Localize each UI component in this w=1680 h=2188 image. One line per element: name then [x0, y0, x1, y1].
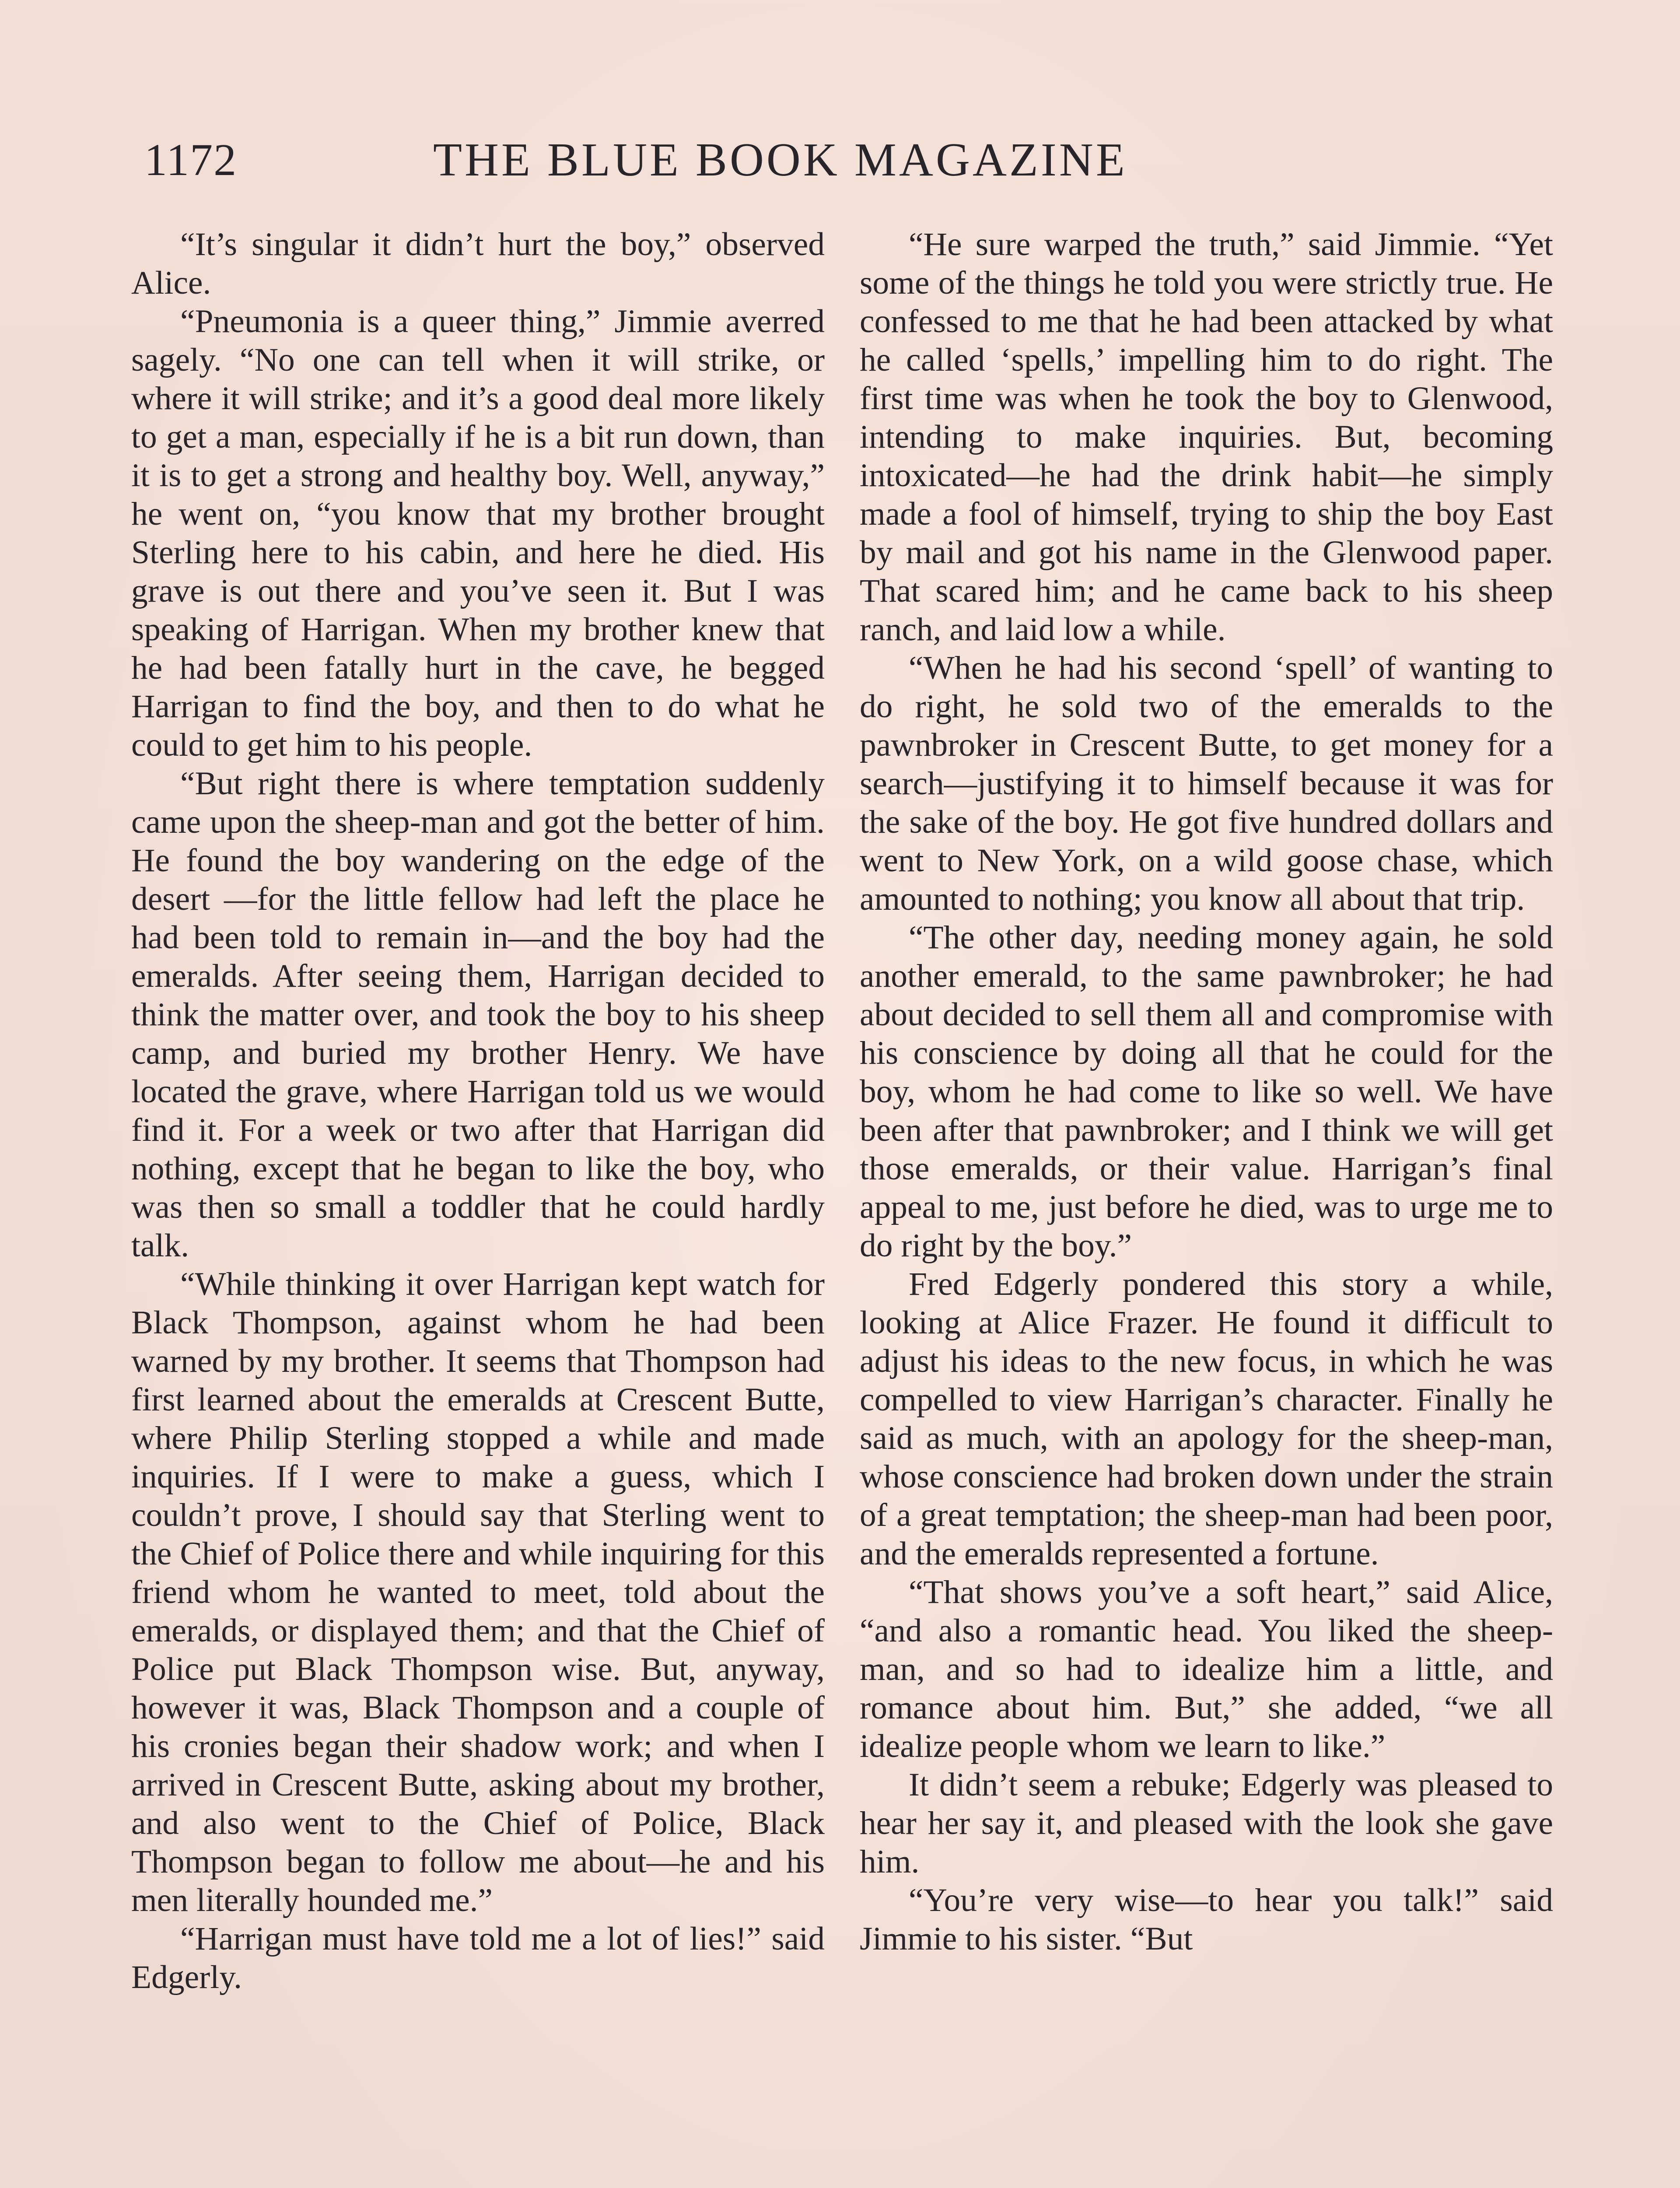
paragraph: “He sure warped the truth,” said Jimmie. “Yet some of the things he told you were strictly true. He confessed to me that he had been attacked by what he called ‘spells,’ impelling him to do right. The first time was when he took the boy to Glenwood, intending to make inquiries. But, becoming intoxicated—he had the drink habit—he simply made a fool of himself, trying to ship the boy East by mail and got his name in the Glenwood paper. That scared him; and he came back to his sheep ranch, and laid low a while. [860, 226, 1553, 648]
running-title: THE BLUE BOOK MAGAZINE [433, 134, 1127, 186]
right-column [860, 225, 1553, 1958]
page-number: 1172 [144, 135, 238, 185]
paragraph: Fred Edgerly pondered this story a while, looking at Alice Frazer. He found it difficult to adjust his ideas to the new focus, in which he was compelled to view Harrigan’s character. Finally he said as much, with an apology for the sheep-man, whose conscience had broken down under the strain of a great temptation; the sheep-man had been poor, and the emeralds represented a fortune. [860, 1266, 1553, 1572]
paragraph: “Pneumonia is a queer thing,” Jimmie averred sagely. “No one can tell when it will strike, or where it will strike; and it’s a good deal more likely to get a man, especially if he is a bit run down, than it is to get a strong and healthy boy. Well, anyway,” he went on, “you know that my brother brought Sterling here to his cabin, and here he died. His grave is out there and you’ve seen it. But I was speaking of Harrigan. When my brother knew that he had been fatally hurt in the cave, he begged Harrigan to find the boy, and then to do what he could to get him to his people. [131, 303, 825, 763]
left-column [131, 225, 825, 1997]
paragraph: “That shows you’ve a soft heart,” said Alice, “and also a romantic head. You liked the sheep-man, and so had to idealize him a little, and romance about him. But,” she added, “we all idealize people whom we learn to like.” [860, 1574, 1553, 1764]
paragraph: “Harrigan must have told me a lot of lies!” said Edgerly. [131, 1921, 825, 1995]
paragraph: “You’re very wise—to hear you talk!” said Jimmie to his sister. “But [860, 1882, 1553, 1957]
paragraph: “While thinking it over Harrigan kept watch for Black Thompson, against whom he had been warned by my brother. It seems that Thompson had first learned about the emeralds at Crescent Butte, where Philip Sterling stopped a while and made inquiries. If I were to make a guess, which I couldn’t prove, I should say that Sterling went to the Chief of Police there and while inquiring for this friend whom he wanted to meet, told about the emeralds, or displayed them; and that the Chief of Police put Black Thompson wise. But, anyway, however it was, Black Thompson and a couple of his cronies began their shadow work; and when I arrived in Crescent Butte, asking about my brother, and also went to the Chief of Police, Black Thompson began to follow me about—he and his men literally hounded me.” [131, 1266, 825, 1918]
paragraph: “The other day, needing money again, he sold another emerald, to the same pawnbroker; he had about decided to sell them all and compromise with his conscience by doing all that he could for the boy, whom he had come to like so well. We have been after that pawnbroker; and I think we will get those emeralds, or their value. Harrigan’s final appeal to me, just before he died, was to urge me to do right by the boy.” [860, 919, 1553, 1264]
page-header [144, 130, 1544, 191]
paragraph: “But right there is where temptation suddenly came upon the sheep-man and got the better of him. He found the boy wandering on the edge of the desert —for the little fellow had left the place he had been told to remain in—and the boy had the emeralds. After seeing them, Harrigan decided to think the matter over, and took the boy to his sheep camp, and buried my brother Henry. We have located the grave, where Harrigan told us we would find it. For a week or two after that Harrigan did nothing, except that he began to like the boy, who was then so small a toddler that he could hardly talk. [131, 765, 825, 1264]
paragraph: “It’s singular it didn’t hurt the boy,” observed Alice. [131, 226, 825, 301]
paragraph: It didn’t seem a rebuke; Edgerly was pleased to hear her say it, and pleased with the look she gave him. [860, 1767, 1553, 1880]
paragraph: “When he had his second ‘spell’ of wanting to do right, he sold two of the emeralds to the pawnbroker in Crescent Butte, to get money for a search—justifying it to himself because it was for the sake of the boy. He got five hundred dollars and went to New York, on a wild goose chase, which amounted to nothing; you know all about that trip. [860, 650, 1553, 917]
